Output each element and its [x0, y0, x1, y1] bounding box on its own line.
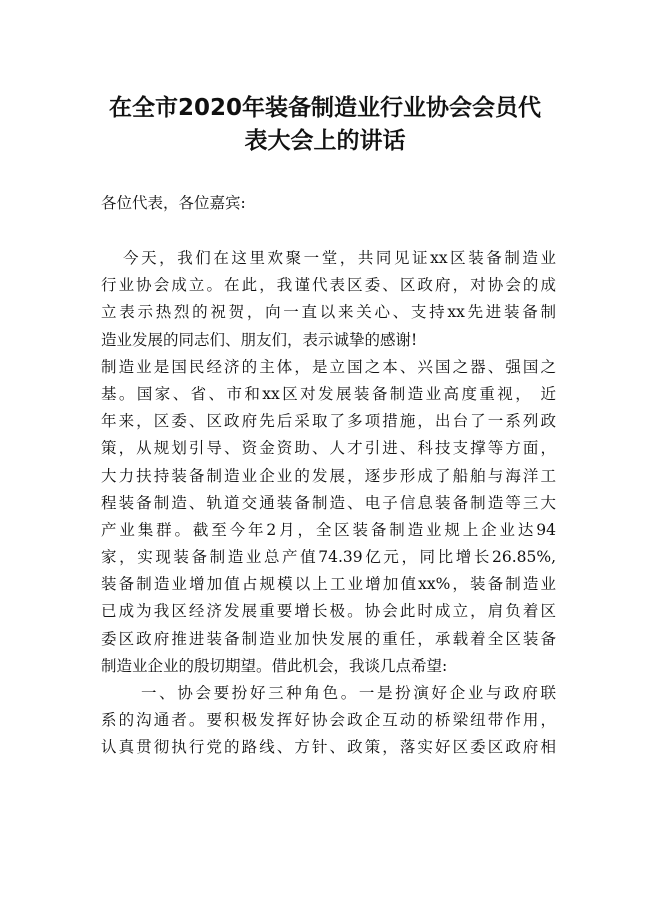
paragraph-line: 认真贯彻执行党的路线、方针、政策，落实好区委区政府相	[101, 738, 556, 757]
paragraph-line: 行业协会成立。在此，我谨代表区委、区政府，对协会的成	[101, 276, 556, 295]
paragraph-line: 制造业是国民经济的主体，是立国之本、兴国之器、强国之	[101, 357, 556, 376]
document-title	[90, 92, 560, 158]
paragraph-line: 一、协会要扮好三种角色。一是扮演好企业与政府联	[141, 684, 556, 702]
paragraph-line: 立表示热烈的祝贺，向一直以来关心、支持xx先进装备制	[101, 303, 556, 322]
paragraph-line: 今天，我们在这里欢聚一堂，共同见证xx区装备制造业	[123, 249, 556, 267]
paragraph-line: 委区政府推进装备制造业加快发展的重任，承载着全区装备	[101, 629, 556, 648]
paragraph-line: 已成为我区经济发展重要增长极。协会此时成立，肩负着区	[101, 602, 556, 621]
paragraph-line: 装备制造业增加值占规模以上工业增加值xx%，装备制造业	[101, 575, 556, 594]
paragraph-line: 家，实现装备制造业总产值74.39亿元，同比增长26.85%,	[101, 548, 556, 567]
paragraph-line: 策，从规划引导、资金资助、人才引进、科技支撑等方面，	[101, 439, 556, 458]
paragraph-line: 程装备制造、轨道交通装备制造、电子信息装备制造等三大	[101, 493, 556, 512]
title-line-1: 在全市2020年装备制造业行业协会会员代	[108, 95, 541, 121]
paragraph-line: 系的沟通者。要积极发挥好协会政企互动的桥梁纽带作用，	[101, 711, 556, 730]
paragraph-line: 大力扶持装备制造业企业的发展，逐步形成了船舶与海洋工	[101, 466, 556, 485]
paragraph-line: 年来，区委、区政府先后采取了多项措施，出台了一系列政	[101, 412, 556, 431]
paragraph-line: 制造业企业的殷切期望。借此机会，我谈几点希望:	[101, 656, 448, 675]
title-line-2: 表大会上的讲话	[244, 128, 406, 154]
salutation: 各位代表，各位嘉宾:	[101, 194, 246, 212]
paragraph-opening	[101, 245, 556, 762]
paragraph-line: 造业发展的同志们、朋友们，表示诚挚的感谢!	[101, 330, 418, 349]
paragraph-line: 产业集群。截至今年2月，全区装备制造业规上企业达94	[101, 520, 556, 539]
paragraph-line: 基。国家、省、市和xx区对发展装备制造业高度重视， 近	[101, 384, 556, 403]
